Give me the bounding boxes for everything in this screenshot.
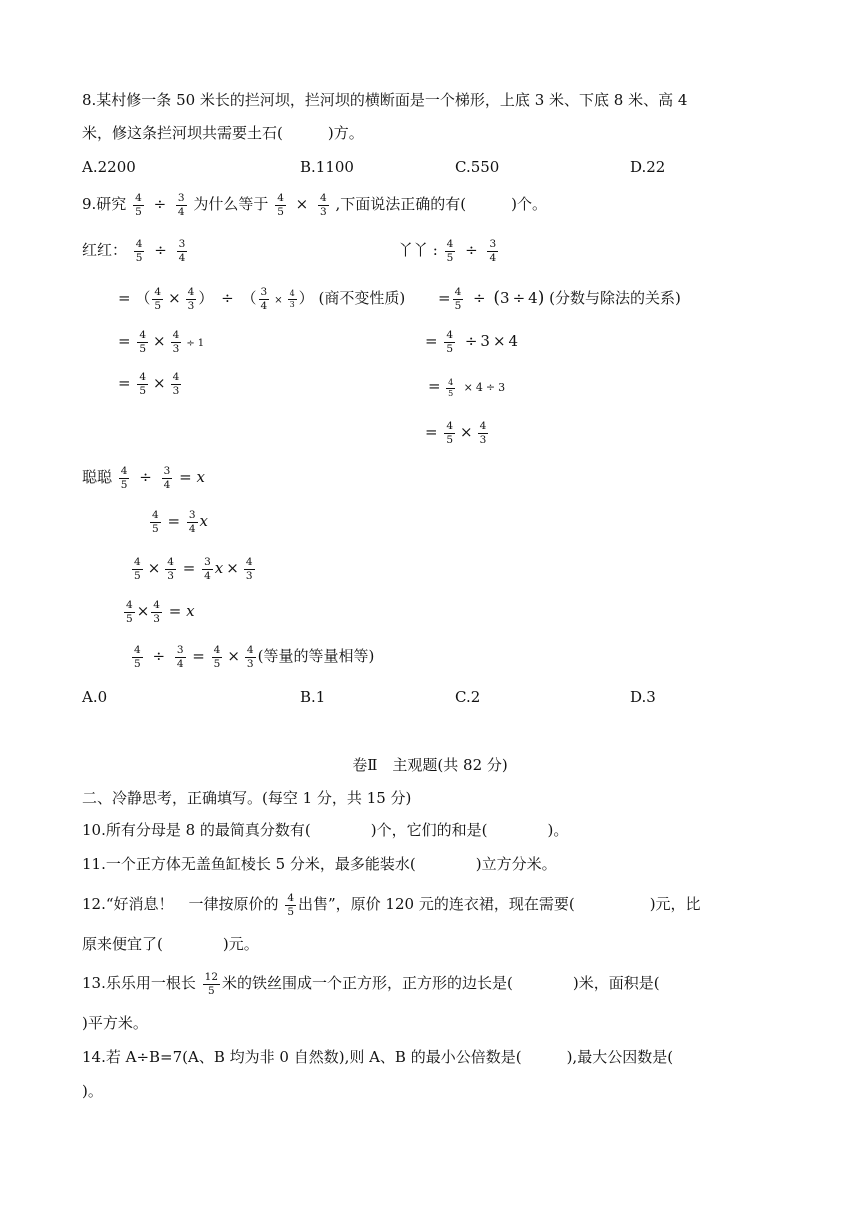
yaya-label: 丫丫 : [398, 241, 438, 259]
hong-line4: = $\frac{4}{5}$ × $\frac{4}{3}$ [118, 371, 180, 397]
cong-label: 聪聪 [82, 468, 113, 486]
q8-option-a: A.2200 [82, 158, 136, 176]
note-shang: (商不变性质) [318, 289, 406, 307]
q10: 10.所有分母是 8 的最简真分数有( )个，它们的和是( )。 [82, 821, 569, 839]
cong-line3: $\frac{4}{5}$ × $\frac{4}{3}$ = $\frac{3}{4}$ x × $\frac{4}{3}$ [134, 556, 253, 582]
q8-line2: 米，修这条拦河坝共需要土石( )方。 [82, 124, 364, 142]
cong-line4: $\frac{4}{5}$ × $\frac{4}{3}$ = x [126, 599, 195, 625]
q8-option-d: D.22 [630, 158, 666, 176]
fraction: $\frac{4}{5}$ [277, 192, 284, 218]
q13-line2: )平方米。 [82, 1014, 148, 1032]
q9-option-c: C.2 [455, 688, 481, 706]
yaya-line5: = $\frac{4}{5}$ × $\frac{4}{3}$ [425, 420, 487, 446]
yaya-line1: 丫丫 : $\frac{4}{5}$ ÷ $\frac{3}{4}$ [398, 238, 497, 264]
yaya-line2: = $\frac{4}{5}$ ÷ (3 ÷ 4) (分数与除法的关系) [438, 286, 681, 312]
q9-prefix: 9.研究 [82, 195, 127, 213]
q8-option-b: B.1100 [300, 158, 354, 176]
cong-line1: 聪聪 $\frac{4}{5}$ ÷ $\frac{3}{4}$ = x [82, 465, 205, 491]
cong-line5: $\frac{4}{5}$ ÷ $\frac{3}{4}$ = $\frac{4}{5}$ × $\frac{4}{3}$ (等量的等量相等) [134, 644, 375, 670]
part2-heading: 二、冷静思考，正确填写。(每空 1 分，共 15 分) [82, 789, 412, 807]
q8-option-c: C.550 [455, 158, 500, 176]
fraction: $\frac{3}{4}$ [177, 192, 185, 218]
q9-option-a: A.0 [82, 688, 108, 706]
hong-line1: 红红： $\frac{4}{5}$ ÷ $\frac{3}{4}$ [82, 238, 186, 264]
q9-option-d: D.3 [630, 688, 656, 706]
q11: 11.一个正方体无盖鱼缸棱长 5 分米，最多能装水( )立方分米。 [82, 855, 557, 873]
hong-line2: = （ $\frac{4}{5}$ × $\frac{4}{3}$ ） ÷ （ $\frac{3}{4}$ × $\frac{4}{3}$ ） (商不变性质) [118, 286, 406, 312]
q9-suffix: ,下面说法正确的有( )个。 [335, 195, 547, 213]
yaya-line3: = $\frac{4}{5}$ ÷ 3 × 4 [425, 329, 519, 355]
cong-line2: $\frac{4}{5}$ = $\frac{3}{4}$ x [152, 509, 208, 535]
hong-label: 红红： [82, 241, 128, 259]
fraction: $\frac{4}{5}$ [135, 192, 142, 218]
q9-mid: 为什么等于 [193, 195, 269, 213]
q13-line1: 13.乐乐用一根长 $\frac{12}{5}$ 米的铁丝围成一个正方形，正方形的边长是( )米，面积是( [82, 971, 660, 997]
q14-line2: )。 [82, 1082, 103, 1100]
section-title: 卷Ⅱ 主观题(共 82 分) [352, 756, 508, 774]
hong-line3: = $\frac{4}{5}$ × $\frac{4}{3}$ ÷ 1 [118, 329, 205, 355]
yaya-line4: = $\frac{4}{5}$ × 4 ÷ 3 [428, 377, 506, 398]
q12-line1: 12.“好消息！ 一律按原价的 $\frac{4}{5}$ 出售”，原价 120 元的连衣裙，现在需要( )元，比 [82, 892, 701, 918]
q12-line2: 原来便宜了( )元。 [82, 935, 259, 953]
q8-line1: 8.某村修一条 50 米长的拦河坝，拦河坝的横断面是一个梯形，上底 3 米、下底 8 米、高 4 [82, 91, 688, 109]
note-fen: (分数与除法的关系) [549, 289, 681, 307]
q9-stem: 9.研究 $\frac{4}{5}$ ÷ $\frac{3}{4}$ 为什么等于 $\frac{4}{5}$ × $\frac{4}{3}$ ,下面说法正确的有( )个。 [82, 192, 547, 218]
fraction: $\frac{4}{3}$ [320, 192, 327, 218]
note-deng: (等量的等量相等) [257, 647, 375, 665]
q9-option-b: B.1 [300, 688, 326, 706]
q14-line1: 14.若 A÷B=7(A、B 均为非 0 自然数),则 A、B 的最小公倍数是( ),最大公因数是( [82, 1048, 674, 1066]
